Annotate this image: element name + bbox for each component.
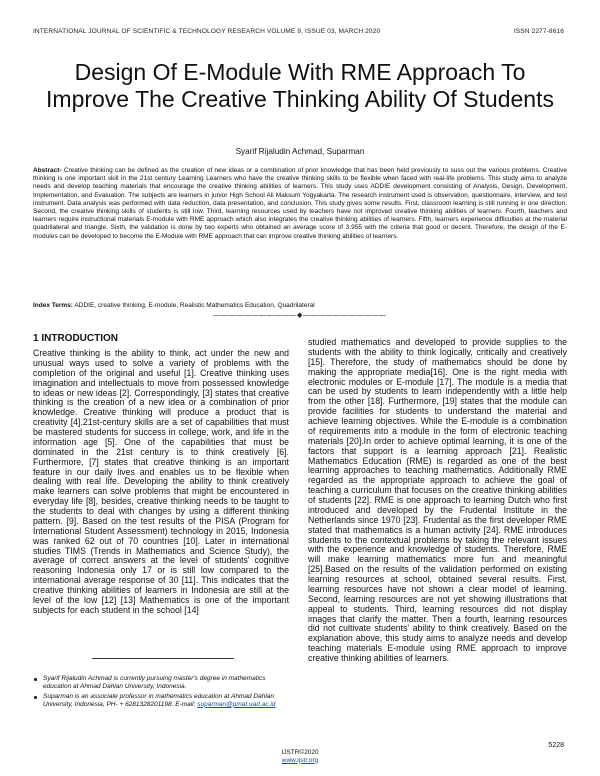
index-terms-label: Index Terms: <box>33 302 73 309</box>
footnotes <box>33 675 289 711</box>
paper-title: Design Of E-Module With RME Approach To Improve The Creative Thinking Ability Of Students <box>46 59 554 112</box>
section-heading-introduction: 1 INTRODUCTION <box>33 333 118 344</box>
index-terms-text: ADDIE, creative thinking, E-module, Realistic Mathematics Education, Quadrilateral <box>74 302 315 309</box>
footer <box>0 749 600 764</box>
journal-header: INTERNATIONAL JOURNAL OF SCIENTIFIC & TECHNOLOGY RESEARCH VOLUME 9, ISSUE 03, MARCH 2020 <box>33 28 381 35</box>
index-terms <box>33 302 567 310</box>
issn-header: ISSN 2277-8616 <box>513 28 564 35</box>
footnote-item <box>33 693 289 709</box>
abstract <box>33 167 567 241</box>
abstract-text: Creative thinking can be defined as the creation of new ideas or a combination of prior knowledge that has been held previously to suss out the various problems. Creative thinking is one important skill in the 21st century Learning Learners who have the creative thinking skills to be flexible when faced with real-life problems. This study aims to analyze needs and develop teaching materials that encourage the creative thinking abilities of learners. This study uses ADDIE development consisting of Analysis, Design, Development, Implementation, and Evaluation. The subjects are learners in junior High School Ali Maksum Yogyakarta. The research instrument used is observation, questionnaire, interview, and test instrument. Data analysis was performed with data reduction, data presentation, and conclusion. This study gives some results. First, classroom learning is still running in one direction. Second, the creative thinking skills of students is still low. Third, learning resources used by teachers have not improved creative thinking abilities of learners. Fourth, teachers and learners require instructional materials E-module with RME approach which also integrates the creative thinking abilities of learners. Fifth, learners experience difficulties at the material quadrilateral and triangle. Sixth, the validation is done by two experts who obtained an average score of 3.955 with the criteria that good or decent. Therefore, the design of the E-modules can be developed to become the E-Module with RME approach that can improve creative thinking abilities of learners. <box>33 167 567 240</box>
author-email-link[interactable]: suparman@pmat.uad.ac.id <box>197 700 276 708</box>
left-column-text: Creative thinking is the ability to think, act under the new and unusual ways used to solve a variety of problems with the completion of the original and useful [1]. Creative thinking uses imagination and intellectuals to move from possessed knowledge to ideas or new ideas [2]. Correspondingly, [3] states that creative thinking is the creation of a new idea or a combination of prior knowledge. Creative thinking will produce a product that is creativity [4].21st-century skills are a set of capabilities that must be mastered students for success in college, work, and life in the information age [5]. One of the capabilities that must be dominated in the 21st century is to think creatively [6]. Furthermore, [7] states that creative thinking is an important feature in our daily lives and enables us to be flexible when dealing with real life. Developing the ability to think creatively make learners can solve problems that might be encountered in everyday life [8], besides, creative thinking needs to be taught to the students to deal with changes by using a different thinking pattern. [9]. Based on the test results of the PISA (Program for International Student Assessment) technology in 2015, Indonesia was ranked 62 out of 70 countries [10]. Later in international studies TIMS (Trends in Mathematics and Science Study), the average of correct answers at the level of students' cognitive reasoning Indonesia only 17 or is still low compared to the international average response of 30 [11]. This indicates that the creative thinking abilities of learners in Indonesia are still at the level of the low [12] [13] Mathematics is one of the important subjects for each student in the school [14] <box>33 348 289 615</box>
paper-authors: Syarif Rijaludin Achmad, Suparman <box>235 147 365 156</box>
footnote-text: Syarif Rijaludin Achmad is currently pursuing master's degree in mathematics education at Ahmad Dahlan University, Indonesia. <box>43 675 266 690</box>
footnote-rule <box>92 658 234 659</box>
publisher-mark: IJSTR©2020 <box>281 749 319 756</box>
website-link[interactable]: www.ijstr.org <box>281 756 319 764</box>
abstract-label: Abstract- <box>33 167 62 174</box>
right-column-text: studied mathematics and developed to provide supplies to the students with the ability to think logically, critically and creatively [15]. Therefore, the study of mathematics should be done by making the appropriate media[16]. One is the right media with electronic modules or E-module [17]. The module is a media that can be used by students to learn independently with a little help from the other [18]. Furthermore, [19] states that the module can provide facilities for students to understand the material and achieve learning objectives. While the E-module is a combination of requirements into a module in the form of electronic teaching materials [20].In order to achieve optimal learning, it is one of the factors that support is a learning approach [21]. Realistic Mathematics Education (RME) is regarded as one of the best learning approaches to teaching mathematics. Additionally RME regarded as the appropriate approach to achieve the goal of teaching a curriculum that focuses on the creative thinking abilities of students [22]. RME is one approach to learning Dutch who first introduced and developed by the Frudental Institute in the Netherlands since 1970 [23]. Frudental as the first developer RME stated that mathematics is a human activity [24]. RME introduces students to the contextual problems by taking the relevant issues with the experience and knowledge of students. Therefore, RME will make learning mathematics more fun and meaningful [25].Based on the results of the validation performed on existing learning resources at school, obtained several results. First, learning resources have not shown a clear model of learning. Second, learning resources are not yet showing illustrations that appeal to students. Third, learning resources did not display images that clarify the matter. Then a fourth, learning resources did not cultivate students' ability to think creatively. Based on the explanation above, this study aims to analyze needs and develop teaching materials E-module using RME approach to improve creative thinking abilities of learners. <box>308 337 567 663</box>
section-separator: ———————————◆——————————— <box>213 312 387 319</box>
footnote-item <box>33 675 289 691</box>
footnote-text: Suparman is an associate professor in mathematics education at Ahmad Dahlan University, Indonesia, PH- + 6281328201198. E-mail: <box>43 692 274 708</box>
page-number: 5228 <box>548 742 564 749</box>
